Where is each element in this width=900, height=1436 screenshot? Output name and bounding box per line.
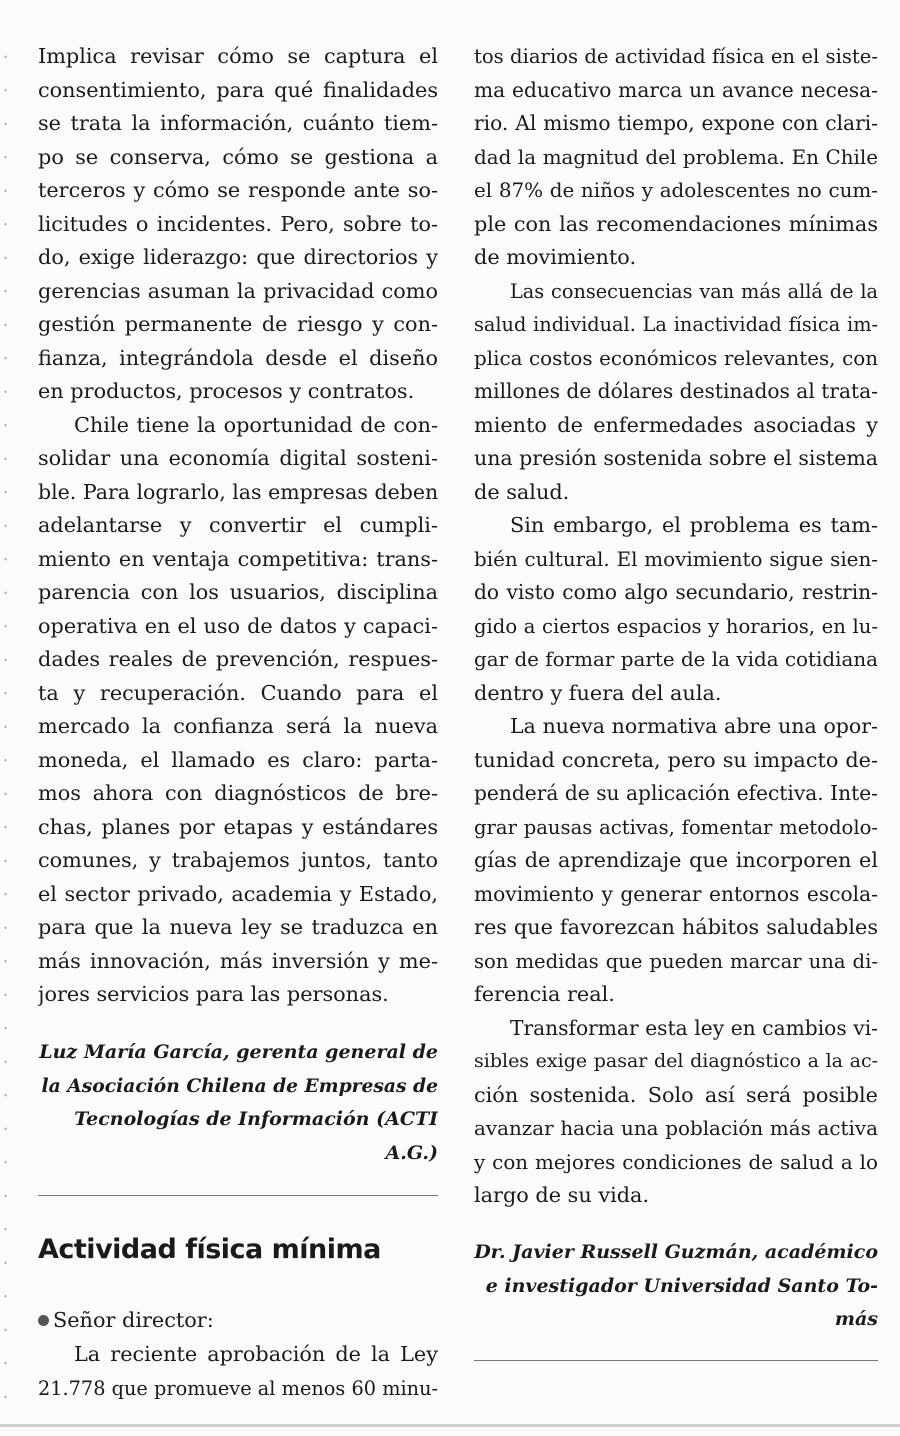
body-line: miento en ventaja competitiva: trans- — [38, 546, 438, 571]
body-line: y con mejores condiciones de salud a lo — [474, 1150, 878, 1174]
salutation — [38, 1304, 214, 1338]
body-line: ferencia real. — [474, 982, 615, 1006]
body-line: solidar una economía digital sosteni- — [38, 446, 438, 470]
body-line: La reciente aprobación de la Ley — [74, 1342, 438, 1366]
signature-line: la Asociación Chilena de Empresas de — [41, 1074, 438, 1097]
body-line: ple con las recomendaciones mínimas — [474, 211, 878, 236]
body-line: res que favorezcan hábitos saludables — [474, 915, 878, 939]
body-line: movimiento y generar entornos escola- — [474, 881, 878, 906]
signature-left — [38, 1036, 438, 1170]
body-line: millones de dólares destinados al trata- — [474, 379, 878, 403]
body-line: se trata la información, cuánto tiem- — [38, 111, 438, 135]
letter-heading: Actividad física mínima — [38, 1234, 381, 1265]
body-line: chas, planes por etapas y estándares — [38, 814, 438, 839]
body-line: mos ahora con diagnósticos de bre- — [38, 781, 438, 805]
body-line: más innovación, más inversión y me- — [38, 948, 438, 973]
body-line: tos diarios de actividad física en el siste- — [474, 45, 878, 68]
body-line: Transformar esta ley en cambios vi- — [510, 1015, 878, 1040]
divider-rule — [38, 1195, 438, 1196]
divider-rule — [474, 1360, 878, 1361]
signature-line: Luz María García, gerenta general de — [39, 1041, 438, 1063]
body-line: ble. Para lograrlo, las empresas deben — [38, 479, 438, 504]
right-column — [474, 40, 878, 1213]
body-line: adelantarse y convertir el cumpli- — [38, 513, 438, 537]
body-line: jores servicios para las personas. — [38, 982, 389, 1006]
body-line: gar de formar parte de la vida cotidiana — [474, 648, 878, 671]
body-line: una presión sostenida sobre el sistema — [474, 446, 878, 470]
body-line: 21.778 que promueve al menos 60 minu- — [38, 1376, 438, 1400]
body-line: largo de su vida. — [474, 1183, 650, 1207]
body-line: gestión permanente de riesgo y con- — [38, 312, 438, 336]
body-line: bién cultural. El movimiento sigue sien- — [474, 547, 878, 571]
body-line: consentimiento, para qué finalidades — [38, 77, 438, 102]
body-line: parencia con los usuarios, disciplina — [38, 580, 438, 604]
body-line: plica costos económicos relevantes, con — [474, 346, 878, 370]
signature-line: A.G.) — [385, 1141, 438, 1164]
body-line: La nueva normativa abre una opor- — [510, 714, 878, 738]
signature-right — [474, 1236, 878, 1337]
body-line: gerencias asuman la privacidad como — [38, 278, 438, 303]
body-line: po se conserva, cómo se gestiona a — [38, 144, 438, 169]
body-line: do visto como algo secundario, restrin- — [474, 580, 878, 604]
body-line: son medidas que pueden marcar una di- — [474, 949, 878, 973]
body-line: penderá de su aplicación efectiva. Inte- — [474, 781, 878, 805]
body-line: fianza, integrándola desde el diseño — [38, 345, 438, 370]
body-line: el sector privado, academia y Estado, — [38, 881, 438, 906]
body-line: operativa en el uso de datos y capaci- — [38, 613, 438, 638]
body-line: ma educativo marca un avance necesa- — [474, 77, 878, 102]
salutation-text: Señor director: — [53, 1308, 214, 1332]
bullet-icon — [38, 1315, 49, 1326]
body-line: para que la nueva ley se traduzca en — [38, 915, 438, 939]
body-line: licitudes o incidentes. Pero, sobre to- — [38, 211, 438, 236]
body-line: Las consecuencias van más allá de la — [510, 279, 878, 303]
body-line: Sin embargo, el problema es tam- — [510, 513, 878, 537]
signature-line: e investigador Universidad Santo To- — [485, 1274, 878, 1297]
signature-line: Dr. Javier Russell Guzmán, académico — [474, 1241, 878, 1263]
body-line: Chile tiene la oportunidad de con- — [74, 412, 438, 437]
body-line: salud individual. La inactividad física im- — [474, 313, 878, 336]
body-line: sibles exige pasar del diagnóstico a la ac- — [474, 1050, 878, 1072]
body-line: avanzar hacia una población más activa — [474, 1117, 878, 1140]
left-column — [38, 40, 438, 1012]
body-line: el 87% de niños y adolescentes no cum- — [474, 179, 878, 202]
body-line: dad la magnitud del problema. En Chile — [474, 145, 878, 169]
body-line: comunes, y trabajemos juntos, tanto — [38, 848, 438, 872]
signature-line: más — [834, 1308, 878, 1330]
margin-dots — [4, 40, 7, 1400]
body-line: gías de aprendizaje que incorporen el — [474, 848, 878, 872]
body-line: do, exige liderazgo: que directorios y — [38, 245, 438, 269]
letter-opening — [38, 1338, 438, 1405]
body-line: de movimiento. — [474, 245, 637, 269]
body-line: Implica revisar cómo se captura el — [38, 44, 438, 68]
body-line: gido a ciertos espacios y horarios, en lu- — [474, 614, 878, 638]
body-line: dentro y fuera del aula. — [474, 680, 722, 705]
body-line: dades reales de prevención, respues- — [38, 647, 438, 671]
body-line: ta y recuperación. Cuando para el — [38, 680, 438, 705]
body-line: moneda, el llamado es claro: parta- — [38, 747, 438, 772]
body-line: tunidad concreta, pero su impacto de- — [474, 747, 878, 772]
body-line: en productos, procesos y contratos. — [38, 379, 415, 403]
page-bottom-border — [0, 1424, 900, 1427]
body-line: ción sostenida. Solo así será posible — [474, 1082, 878, 1107]
signature-line: Tecnologías de Información (ACTI — [74, 1108, 438, 1130]
body-line: miento de enfermedades asociadas y — [474, 412, 878, 437]
body-line: mercado la confianza será la nueva — [38, 714, 438, 738]
body-line: terceros y cómo se responde ante so- — [38, 178, 438, 202]
body-line: de salud. — [474, 479, 570, 504]
body-line: grar pausas activas, fomentar metodolo- — [474, 815, 878, 839]
body-line: rio. Al mismo tiempo, expone con clari- — [474, 111, 878, 135]
